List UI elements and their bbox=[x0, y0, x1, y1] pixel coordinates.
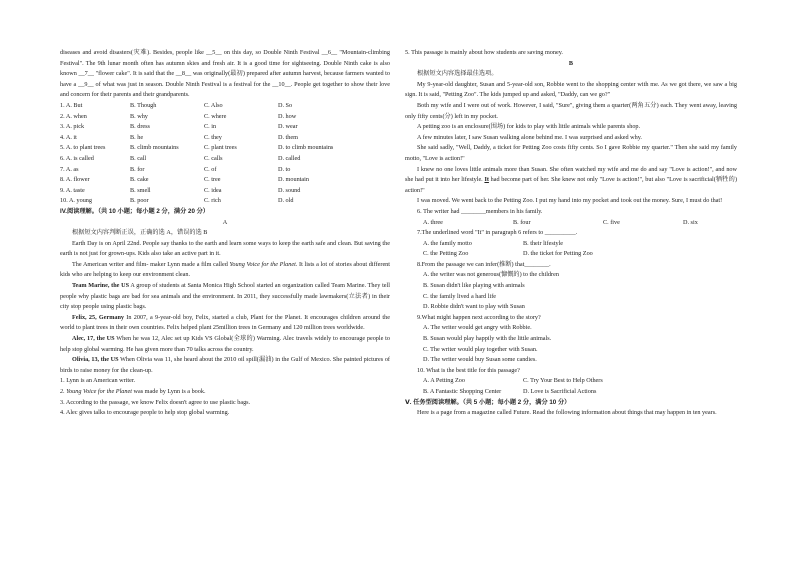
option: D. So bbox=[278, 101, 293, 109]
option-row-1 bbox=[60, 101, 390, 112]
question-10-options bbox=[405, 376, 737, 397]
cloze-passage: diseases and avoid disasters(灾难). Besides, people like __5__ on this day, so Double Ninth Festival __6__ "Mountain-climbing Festival". The 9th lunar month often has autumn skies and fresh air. It is a good time for sightseeing. Double Ninth cake is also known __7__ "flower cake". It is said that the __8__ was originally(最初) prepared after autumn harvest, because farmers wanted to have a __9__ of what was just in season. Double Ninth Festival is a festival for the __10__. People get together to show their love and concern for their parents and their grandparents. bbox=[60, 49, 390, 99]
option: C. idea bbox=[204, 186, 222, 194]
option: D. wear bbox=[278, 123, 298, 131]
option: A. The writer would get angry with Robbie. bbox=[423, 324, 532, 332]
option: D. called bbox=[278, 154, 301, 162]
option: D. to bbox=[278, 165, 291, 173]
passage-b-instruction: 根据短文内容选择最佳选项。 bbox=[417, 70, 498, 78]
option: B. call bbox=[130, 154, 147, 162]
option-row-2 bbox=[60, 112, 390, 123]
option-row-8 bbox=[60, 175, 390, 186]
option: B. for bbox=[130, 165, 145, 173]
question-6: 6. The writer had ________members in his family. bbox=[417, 207, 543, 215]
option: C. of bbox=[204, 165, 217, 173]
option: B. climb mountains bbox=[130, 144, 179, 152]
option: B. Susan didn't like playing with animals bbox=[423, 282, 525, 290]
option: C. Also bbox=[204, 101, 223, 109]
left-column bbox=[60, 48, 390, 419]
question-7: 7.The underlined word "It" in paragraph 6 refers to __________. bbox=[417, 229, 578, 237]
option: C. The writer would play together with Susan. bbox=[423, 345, 538, 353]
paragraph-team-marine: Team Marine, the US A group of students at Santa Monica High School started an organization called Team Marine. They tell people why plastic bags are bad for sea animals and the environment. In 2011, they successfully made lawmakers(立法者) in their city stop people using plastic bags. bbox=[60, 282, 390, 311]
paragraph: The American writer and film- maker Lynn made a film called Young Voice for the Planet. It lists a lot of stories about different kids who are helping to keep our environment clean. bbox=[60, 260, 390, 279]
option: C. Try Your Best to Help Others bbox=[523, 377, 603, 385]
option: 1. A. But bbox=[60, 101, 83, 109]
option: D. the ticket for Petting Zoo bbox=[523, 250, 593, 258]
option: B. A Fantastic Shopping Center bbox=[423, 388, 502, 395]
option: D. old bbox=[278, 197, 294, 205]
section-4-heading: IV.阅读理解。（共 10 小题；每小题 2 分，满分 20 分） bbox=[60, 207, 209, 215]
passage-a-label: A bbox=[222, 218, 228, 226]
option: 2. A. when bbox=[60, 112, 87, 120]
option: 10. A. young bbox=[60, 197, 92, 205]
question-10: 10. What is the best title for this passage? bbox=[417, 366, 520, 374]
option: B. four bbox=[513, 218, 531, 226]
option: C. five bbox=[603, 218, 620, 226]
option: C. rich bbox=[204, 197, 221, 205]
question-6-options bbox=[405, 218, 737, 229]
option: 7. A. as bbox=[60, 165, 79, 173]
option: C. where bbox=[204, 112, 227, 120]
option-row-3 bbox=[60, 122, 390, 133]
option: D. six bbox=[683, 218, 698, 226]
section-5-heading: Ⅴ. 任务型阅读理解。（共 5 小题；每小题 2 分，满分 10 分） bbox=[405, 398, 571, 406]
option: C. calls bbox=[204, 154, 223, 162]
option: B. poor bbox=[130, 197, 149, 205]
cloze-options bbox=[60, 101, 390, 207]
option-row-7 bbox=[60, 165, 390, 176]
option: A. the writer was not generous(慷慨的) to the children bbox=[423, 271, 559, 279]
option: D. to climb mountains bbox=[278, 144, 334, 152]
passage-b-label: B bbox=[568, 59, 574, 67]
option-row-4 bbox=[60, 133, 390, 144]
option-row-6 bbox=[60, 154, 390, 165]
option: D. The writer would buy Susan some candies. bbox=[423, 356, 537, 364]
option: B. Susan would play happily with the little animals. bbox=[423, 335, 552, 343]
question-7-options bbox=[405, 239, 737, 260]
paragraph: A petting zoo is an enclosure(围场) for kids to play with little animals while parents shop. bbox=[417, 123, 641, 131]
option: B. smell bbox=[130, 186, 151, 194]
paragraph-alec: Alec, 17, the US When he was 12, Alec set up Kids VS Global(全球的) Warming. Alec travels widely to encourage people to help stop global warming. He has given more than 70 talks across the country. bbox=[60, 335, 390, 353]
option: B. why bbox=[130, 112, 148, 120]
paragraph-olivia: Olivia, 13, the US When Olivia was 11, she heard about the 2010 oil spill(漏油) in the Gulf of Mexico. She painted pictures of birds to raise money for the clean-up. bbox=[60, 356, 390, 374]
option: D. Robbie didn't want to play with Susan bbox=[423, 303, 525, 311]
paragraph: My 9-year-old daughter, Susan and 5-year-old son, Robbie went to the shopping center with me. As we got there, we saw a big sign. It is said, "Petting Zoo". The kids jumped up and asked, "Daddy, can we go?" bbox=[405, 80, 737, 99]
option: 9. A. taste bbox=[60, 186, 85, 194]
option: C. plant trees bbox=[204, 144, 237, 152]
option: B. he bbox=[130, 133, 144, 141]
paragraph-felix: Felix, 25, Germany In 2007, a 9-year-old boy, Felix, started a club, Plant for the Planet. It encourages children around the world to plant trees in their own countries. Felix helped plant 25million trees in Germany and 120 million trees worldwide. bbox=[60, 313, 390, 332]
option: C. the family lived a hard life bbox=[423, 292, 497, 300]
option: C. they bbox=[204, 133, 222, 141]
paragraph: Both my wife and I were out of work. However, I said, "Sure", giving them a quarter(两角五分) each. They went away, leaving only fifty cents(分) left in my pocket. bbox=[405, 101, 737, 120]
option: B. dress bbox=[130, 123, 150, 131]
option: A. A Petting Zoo bbox=[423, 377, 465, 385]
question-9: 9.What might happen next according to the story? bbox=[417, 313, 541, 321]
option: D. sound bbox=[278, 186, 301, 194]
option: C. tree bbox=[204, 176, 221, 184]
paragraph: I knew no one loves little animals more than Susan. She often watched my wife and me do and say "Love is action!", and now she had put it into her lifestyle. It had become part of her. She knew not only "Love is action!", but also "Love is sacrificial(牺牲的) action!" bbox=[405, 165, 737, 194]
paragraph: Here is a page from a magazine called Future. Read the following information about things that may happen in ten years. bbox=[417, 409, 717, 417]
option: 5. A. to plant trees bbox=[60, 144, 106, 152]
option-row-10 bbox=[60, 196, 390, 207]
right-column bbox=[405, 48, 737, 419]
option-row-5 bbox=[60, 143, 390, 154]
paragraph: A few minutes later, I saw Susan walking alone behind me. I was surprised and asked why. bbox=[417, 133, 642, 141]
option: A. three bbox=[423, 218, 443, 226]
option: C. in bbox=[204, 123, 217, 131]
option: A. the family motto bbox=[423, 239, 472, 247]
question-3: 3. According to the passage, we know Felix doesn't agree to use plastic bags. bbox=[60, 398, 251, 406]
option: 6. A. is called bbox=[60, 154, 94, 162]
option: D. how bbox=[278, 112, 297, 120]
question-2: 2. Young Voice for the Planet was made by Lynn is a book. bbox=[60, 388, 206, 395]
option: B. Though bbox=[130, 101, 157, 109]
option: D. Love is Sacrificial Actions bbox=[523, 388, 597, 395]
option: 3. A. pick bbox=[60, 123, 85, 131]
option: 4. A. it bbox=[60, 133, 77, 141]
paragraph: I was moved. We went back to the Petting Zoo. I put my hand into my pocket and took out the money. Sure, I must do that! bbox=[417, 197, 723, 205]
paragraph: She said sadly, "Well, Daddy, a ticket for Petting Zoo costs fifty cents. So I gave Robbie my quarter." Then she said my family motto, "Love is action!" bbox=[405, 144, 737, 162]
paragraph: Earth Day is on April 22nd. People say thanks to the earth and learn some ways to keep the earth safe and clean. But saving the earth is not just for grown-ups. Kids also take an active part in it. bbox=[60, 239, 390, 258]
passage-a-instruction: 根据短文内容判断正误，正确的选 A，错误的选 B bbox=[72, 229, 208, 237]
option: B. cake bbox=[130, 176, 149, 184]
question-8: 8.From the passage we can infer(推断) that________. bbox=[417, 260, 551, 268]
option: B. their lifestyle bbox=[523, 239, 564, 247]
option: 8. A. flower bbox=[60, 176, 90, 184]
question-4: 4. Alec gives talks to encourage people to help stop global warming. bbox=[60, 409, 230, 417]
question-5: 5. This passage is mainly about how students are saving money. bbox=[405, 49, 563, 56]
option: D. them bbox=[278, 133, 298, 141]
option-row-9 bbox=[60, 186, 390, 197]
option: D. mountain bbox=[278, 176, 309, 184]
question-1: 1. Lynn is an American writer. bbox=[60, 377, 136, 385]
option: C. the Petting Zoo bbox=[423, 250, 469, 258]
